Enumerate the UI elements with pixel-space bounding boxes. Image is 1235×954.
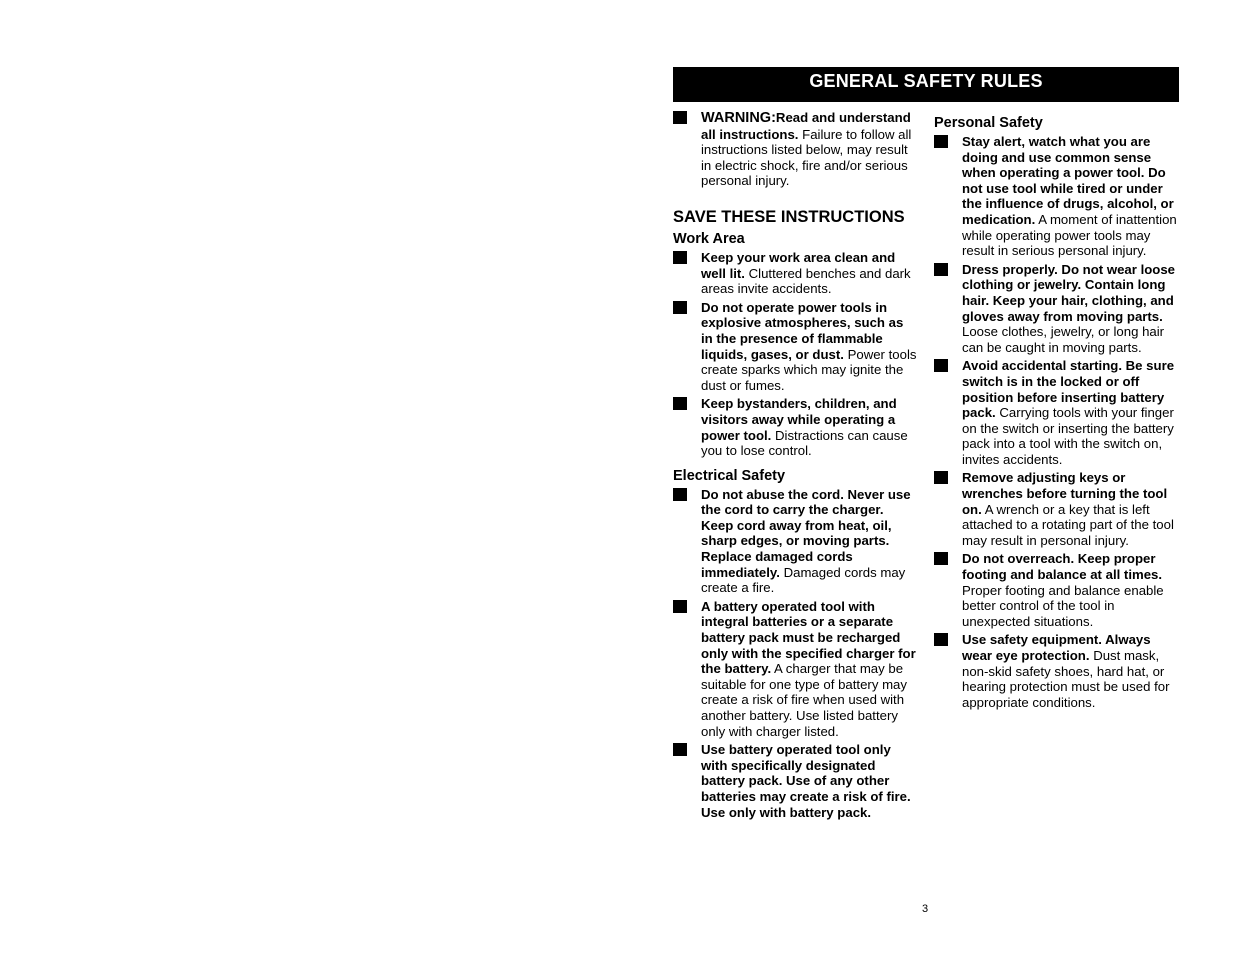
bullet-square-icon [934, 552, 948, 565]
item-text: Dust mask, non-skid safety shoes, hard hat, or hearing protection must be used for appropriate conditions. [962, 648, 1170, 710]
bullet-square-icon [934, 633, 948, 646]
item-text: Cluttered benches and dark areas invite accidents. [701, 265, 911, 297]
bullet-square-icon [673, 488, 687, 501]
page-title-banner [673, 67, 1179, 102]
list-item [934, 470, 1179, 548]
warning-lead: WARNING: [701, 110, 776, 126]
list-item [673, 599, 918, 739]
bullet-square-icon [934, 471, 948, 484]
list-item [934, 134, 1179, 259]
list-item [934, 262, 1179, 356]
bullet-square-icon [673, 600, 687, 613]
item-bold: Stay alert, watch what you are doing and use common sense when operating a power tool. Do not use tool while tired or under the influence of drugs, alcohol, or medication. [962, 134, 1174, 227]
list-item [934, 632, 1179, 710]
item-bold: Use battery operated tool only with specifically designated battery pack. Use of any other batteries may create a risk of fire. Use only with battery pack. [701, 742, 911, 820]
list-item [673, 487, 918, 596]
item-text: Loose clothes, jewelry, or long hair can be caught in moving parts. [962, 324, 1165, 355]
item-text: Power tools create sparks which may ignite the dust or fumes. [701, 346, 917, 393]
personal-safety-heading: Personal Safety [934, 115, 1043, 131]
list-item [934, 358, 1179, 467]
item-bold: Do not overreach. Keep proper footing and balance at all times. [962, 551, 1163, 583]
warning-text: Failure to follow all instructions listed below, may result in electric shock, fire and/or serious personal injury. [701, 126, 912, 189]
item-text: A charger that may be suitable for one type of battery may create a risk of fire when used with another battery. Use listed battery only with charger listed. [701, 661, 907, 739]
bullet-square-icon [673, 743, 687, 756]
item-text: Proper footing and balance enable better control of the tool in unexpected situations. [962, 582, 1164, 629]
item-text: A wrench or a key that is left attached to a rotating part of the tool may result in personal injury. [962, 501, 1174, 548]
bullet-square-icon [673, 111, 687, 124]
item-text: Distractions can cause you to lose control. [701, 427, 908, 459]
list-item [673, 742, 918, 820]
warning-bold: Read and understand all instructions. [701, 110, 911, 142]
item-text: A moment of inattention while operating power tools may result in serious personal injury. [962, 211, 1177, 259]
bullet-square-icon [673, 301, 687, 314]
left-column [673, 110, 918, 823]
item-bold: Avoid accidental starting. Be sure switch is in the locked or off position before inserting battery pack. [962, 358, 1175, 421]
bullet-square-icon [673, 251, 687, 264]
item-bold: A battery operated tool with integral batteries or a separate battery pack must be recharged only with the specified charger for the battery. [701, 598, 916, 677]
bullet-square-icon [934, 263, 948, 276]
page-number: 3 [922, 903, 929, 915]
list-item [673, 250, 918, 297]
bullet-square-icon [934, 359, 948, 372]
list-item [673, 300, 918, 394]
electrical-safety-heading: Electrical Safety [673, 467, 786, 484]
list-item [934, 551, 1179, 629]
work-area-heading: Work Area [673, 230, 745, 247]
save-instructions-heading: SAVE THESE INSTRUCTIONS [673, 207, 905, 226]
item-bold: Keep bystanders, children, and visitors away while operating a power tool. [701, 396, 897, 443]
item-bold: Remove adjusting keys or wrenches before turning the tool on. [962, 470, 1168, 517]
item-bold: Dress properly. Do not wear loose clothing or jewelry. Contain long hair. Keep your hair, clothing, and gloves away from moving parts. [962, 261, 1176, 324]
list-item [673, 396, 918, 458]
item-bold: Do not operate power tools in explosive atmospheres, such as in the presence of flammable liquids, gases, or dust. [701, 299, 904, 362]
item-text: Damaged cords may create a fire. [701, 564, 906, 596]
item-bold: Use safety equipment. Always wear eye protection. [962, 632, 1151, 663]
item-text: Carrying tools with your finger on the switch or inserting the battery pack into a tool with the switch on, invites accidents. [962, 405, 1174, 467]
warning-item [673, 110, 918, 189]
bullet-square-icon [673, 397, 687, 410]
item-bold: Keep your work area clean and well lit. [701, 249, 896, 281]
bullet-square-icon [934, 135, 948, 148]
right-column [934, 114, 1179, 713]
page-title: GENERAL SAFETY RULES [809, 71, 1043, 91]
item-bold: Do not abuse the cord. Never use the cord to carry the charger. Keep cord away from heat, oil, sharp edges, or moving parts. Replace damaged cords immediately. [701, 486, 911, 580]
